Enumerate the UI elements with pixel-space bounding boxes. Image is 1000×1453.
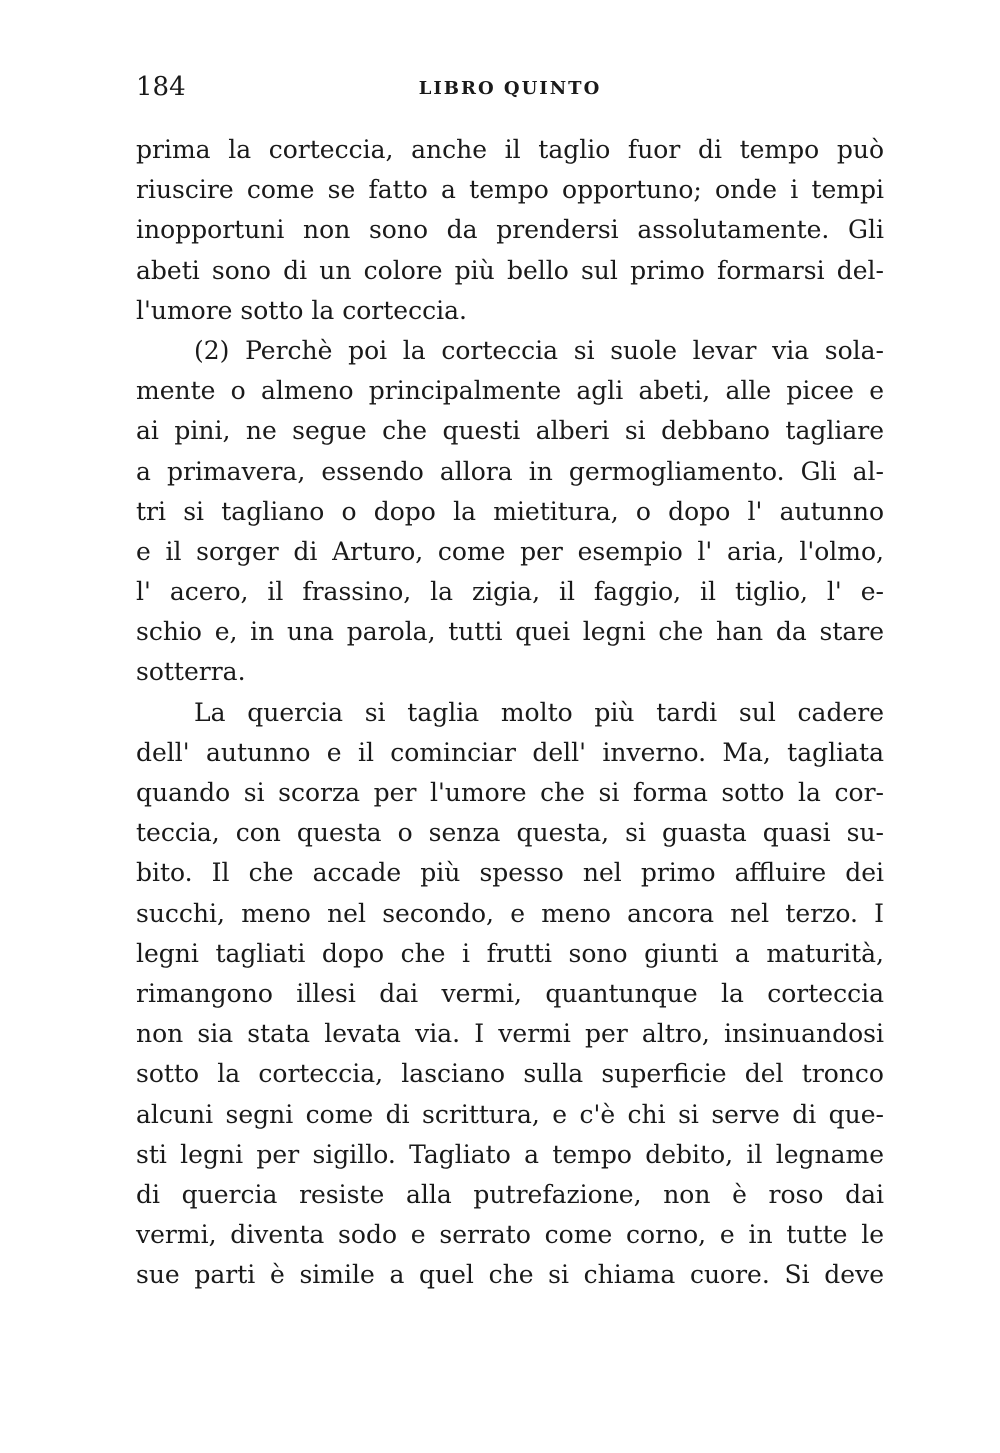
text-line: riuscire come se fatto a tempo opportuno; onde i tempi (136, 175, 884, 205)
text-line: non sia stata levata via. I vermi per altro, insinuandosi (136, 1019, 884, 1049)
text-line: bito. Il che accade più spesso nel primo affluire dei (136, 858, 884, 888)
text-line: prima la corteccia, anche il taglio fuor di tempo può (136, 135, 884, 164)
text-line: ai pini, ne segue che questi alberi si debbano tagliare (136, 416, 884, 446)
text-line: di quercia resiste alla putrefazione, non è roso dai (136, 1179, 884, 1209)
page-number: 184 (136, 72, 186, 102)
text-line: sue parti è simile a quel che si chiama cuore. Si deve (136, 1260, 884, 1290)
running-title: LIBRO QUINTO (418, 78, 602, 99)
text-line: sotterra. (136, 657, 246, 687)
text-line: e il sorger di Arturo, come per esempio l' aria, l'olmo, (136, 536, 884, 566)
text-line: schio e, in una parola, tutti quei legni che han da stare (136, 617, 884, 647)
text-line: tri si tagliano o dopo la mietitura, o dopo l' autunno (136, 496, 884, 526)
text-line: l' acero, il frassino, la zigia, il faggio, il tiglio, l' e- (136, 577, 884, 607)
page-header (136, 72, 884, 112)
text-line: teccia, con questa o senza questa, si guasta quasi su- (136, 818, 884, 848)
body-text (136, 130, 884, 1295)
text-line: a primavera, essendo allora in germogliamento. Gli al- (136, 456, 884, 486)
text-line: succhi, meno nel secondo, e meno ancora nel terzo. I (136, 898, 884, 928)
text-line: mente o almeno principalmente agli abeti, alle picee e (136, 376, 884, 406)
paragraph (136, 130, 884, 331)
text-line: sti legni per sigillo. Tagliato a tempo debito, il legname (136, 1139, 884, 1169)
text-line: abeti sono di un colore più bello sul primo formarsi del- (136, 255, 884, 285)
paragraph (136, 693, 884, 1296)
text-line: quando si scorza per l'umore che si forma sotto la cor- (136, 778, 884, 807)
text-line: La quercia si taglia molto più tardi sul cadere (194, 697, 884, 727)
text-line: (2) Perchè poi la corteccia si suole levar via sola- (194, 335, 884, 365)
text-line: rimangono illesi dai vermi, quantunque la corteccia (136, 978, 884, 1008)
text-line: legni tagliati dopo che i frutti sono giunti a maturità, (136, 938, 884, 968)
text-line: alcuni segni come di scrittura, e c'è chi si serve di que- (136, 1099, 884, 1129)
text-line: sotto la corteccia, lasciano sulla superficie del tronco (136, 1059, 884, 1089)
text-line: inopportuni non sono da prendersi assolutamente. Gli (136, 215, 884, 245)
text-line: l'umore sotto la corteccia. (136, 295, 467, 325)
text-line: dell' autunno e il cominciar dell' inverno. Ma, tagliata (136, 737, 884, 767)
paragraph (136, 331, 884, 693)
text-line: vermi, diventa sodo e serrato come corno, e in tutte le (136, 1220, 884, 1250)
